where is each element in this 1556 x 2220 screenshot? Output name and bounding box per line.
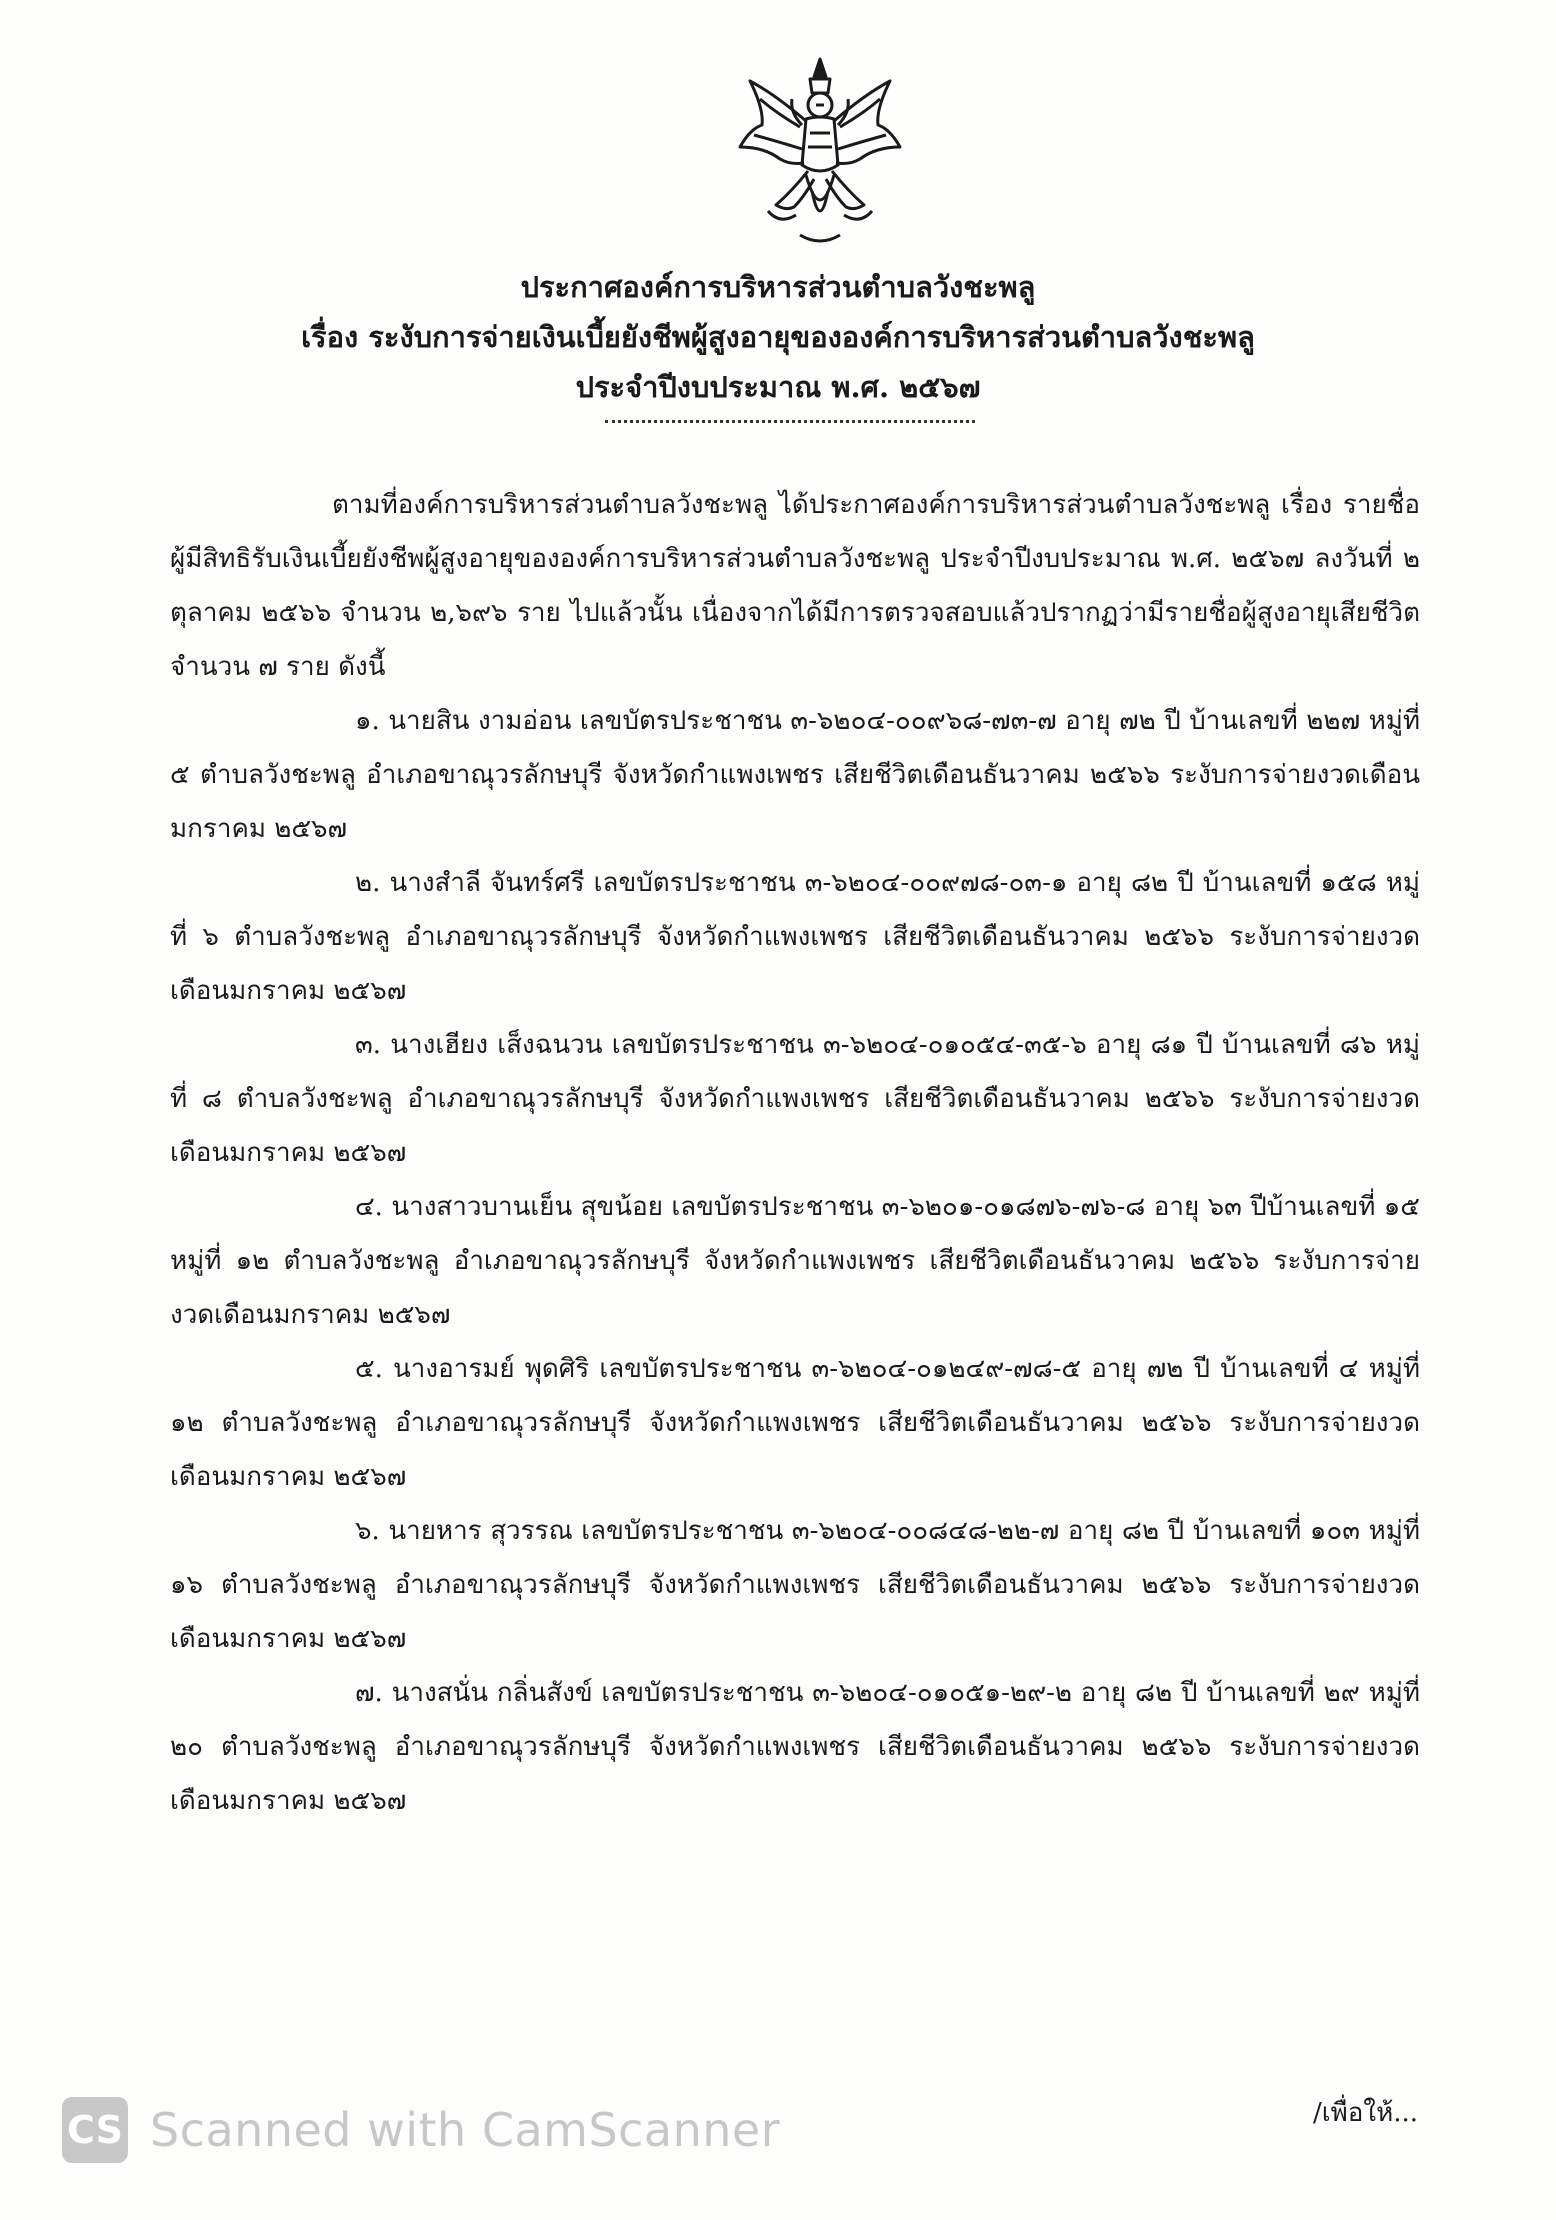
intro-paragraph: ตามที่องค์การบริหารส่วนตำบลวังชะพลู ได้ประกาศองค์การบริหารส่วนตำบลวังชะพลู เรื่อง รายชื่อผู้มีสิทธิรับเงินเบี้ยยังชีพผู้สูงอายุขององค์การบริหารส่วนตำบลวังชะพลู ประจำปีงบประมาณ พ.ศ. ๒๕๖๗ ลงวันที่ ๒ ตุลาคม ๒๕๖๖ จำนวน ๒,๖๙๖ ราย ไปแล้วนั้น เนื่องจากได้มีการตรวจสอบแล้วปรากฏว่ามีรายชื่อผู้สูงอายุเสียชีวิต จำนวน ๗ ราย ดังนี้: [170, 490, 1420, 682]
list-item: ๕. นางอารมย์ พุดศิริ เลขบัตรประชาชน ๓-๖๒๐๔-๐๑๒๔๙-๗๘-๕ อายุ ๗๒ ปี บ้านเลขที่ ๔ หมู่ที่ ๑๒ ตำบลวังชะพลู อำเภอขาณุวรลักษบุรี จังหวัดกำแพงเพชร เสียชีวิตเดือนธันวาคม ๒๕๖๖ ระงับการจ่ายงวดเดือนมกราคม ๒๕๖๗: [170, 1354, 1420, 1492]
watermark-text: Scanned with CamScanner: [150, 2103, 781, 2157]
list-item: ๖. นายหาร สุวรรณ เลขบัตรประชาชน ๓-๖๒๐๔-๐๐๘๔๘-๒๒-๗ อายุ ๘๒ ปี บ้านเลขที่ ๑๐๓ หมู่ที่ ๑๖ ตำบลวังชะพลู อำเภอขาณุวรลักษบุรี จังหวัดกำแพงเพชร เสียชีวิตเดือนธันวาคม ๒๕๖๖ ระงับการจ่ายงวดเดือนมกราคม ๒๕๖๗: [170, 1516, 1420, 1654]
announcement-header: [160, 262, 1396, 412]
list-item: ๒. นางสำลี จันทร์ศรี เลขบัตรประชาชน ๓-๖๒๐๔-๐๐๙๗๘-๐๓-๑ อายุ ๘๒ ปี บ้านเลขที่ ๑๕๘ หมู่ที่ ๖ ตำบลวังชะพลู อำเภอขาณุวรลักษบุรี จังหวัดกำแพงเพชร เสียชีวิตเดือนธันวาคม ๒๕๖๖ ระงับการจ่ายงวดเดือนมกราคม ๒๕๖๗: [170, 868, 1421, 1006]
list-item: ๑. นายสิน งามอ่อน เลขบัตรประชาชน ๓-๖๒๐๔-๐๐๙๖๘-๗๓-๗ อายุ ๗๒ ปี บ้านเลขที่ ๒๒๗ หมู่ที่ ๕ ตำบลวังชะพลู อำเภอขาณุวรลักษบุรี จังหวัดกำแพงเพชร เสียชีวิตเดือนธันวาคม ๒๕๖๖ ระงับการจ่ายงวดเดือนมกราคม ๒๕๖๗: [170, 706, 1420, 844]
announcement-body: [170, 478, 1420, 1828]
header-fiscal-year: ประจำปีงบประมาณ พ.ศ. ๒๕๖๗: [575, 370, 981, 404]
garuda-emblem-icon: [720, 55, 920, 250]
camscanner-logo-icon: CS: [62, 2097, 128, 2163]
continuation-marker: /เพื่อให้...: [1312, 2098, 1418, 2128]
list-item: ๔. นางสาวบานเย็น สุขน้อย เลขบัตรประชาชน ๓-๖๒๐๑-๐๑๘๗๖-๗๖-๘ อายุ ๖๓ ปีบ้านเลขที่ ๑๕ หมู่ที่ ๑๒ ตำบลวังชะพลู อำเภอขาณุวรลักษบุรี จังหวัดกำแพงเพชร เสียชีวิตเดือนธันวาคม ๒๕๖๖ ระงับการจ่ายงวดเดือนมกราคม ๒๕๖๗: [170, 1192, 1420, 1330]
list-item: ๗. นางสนั่น กลิ่นสังข์ เลขบัตรประชาชน ๓-๖๒๐๔-๐๑๐๕๑-๒๙-๒ อายุ ๘๒ ปี บ้านเลขที่ ๒๙ หมู่ที่ ๒๐ ตำบลวังชะพลู อำเภอขาณุวรลักษบุรี จังหวัดกำแพงเพชร เสียชีวิตเดือนธันวาคม ๒๕๖๖ ระงับการจ่ายงวดเดือนมกราคม ๒๕๖๗: [170, 1678, 1420, 1816]
camscanner-watermark: [62, 2095, 780, 2165]
header-divider: [605, 420, 975, 423]
header-title: ประกาศองค์การบริหารส่วนตำบลวังชะพลู: [520, 270, 1036, 304]
list-item: ๓. นางเฮียง เส็งฉนวน เลขบัตรประชาชน ๓-๖๒๐๔-๐๑๐๕๔-๓๕-๖ อายุ ๘๑ ปี บ้านเลขที่ ๘๖ หมู่ที่ ๘ ตำบลวังชะพลู อำเภอขาณุวรลักษบุรี จังหวัดกำแพงเพชร เสียชีวิตเดือนธันวาคม ๒๕๖๖ ระงับการจ่ายงวดเดือนมกราคม ๒๕๖๗: [170, 1030, 1420, 1168]
header-subject: เรื่อง ระงับการจ่ายเงินเบี้ยยังชีพผู้สูงอายุขององค์การบริหารส่วนตำบลวังชะพลู: [301, 320, 1255, 354]
